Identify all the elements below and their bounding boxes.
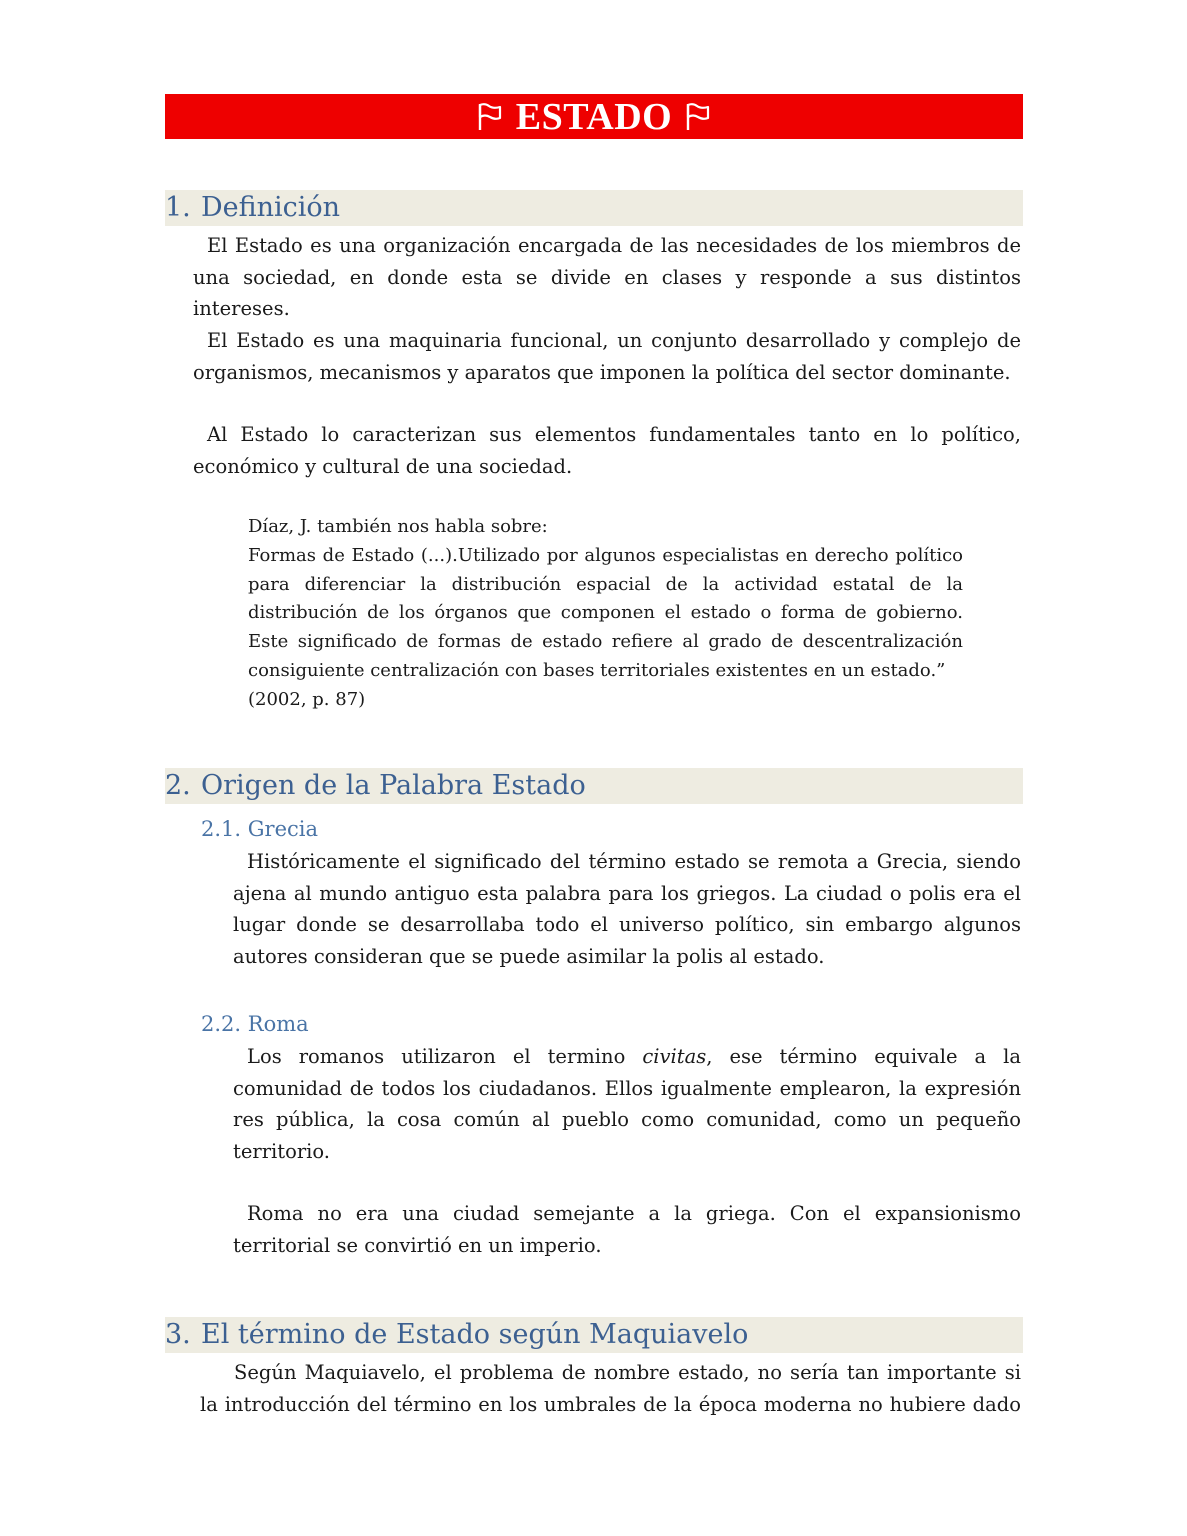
subsection-heading-grecia [201, 815, 318, 843]
section-heading-maquiavelo [165, 1317, 1023, 1353]
title-banner [165, 94, 1023, 139]
quote-text: Formas de Estado (...).Utilizado por algunos especialistas en derecho político para diferenciar la distribución espacial de la actividad estatal de la distribución de los órganos que componen el estado o forma de gobierno. Este significado de formas de estado refiere al grado de descentralización consiguiente centralización con bases territoriales existentes en un estado.” [248, 544, 963, 681]
paragraph: El Estado es una organización encargada de las necesidades de los miembros de una sociedad, en donde esta se divide en clases y responde a sus distintos intereses. [193, 234, 1021, 320]
paragraph: El Estado es una maquinaria funcional, un conjunto desarrollado y complejo de organismos, mecanismos y aparatos que imponen la política del sector dominante. [193, 329, 1021, 384]
page-title: ESTADO [515, 95, 673, 138]
section-title: Definición [201, 192, 341, 223]
section-heading-origen [165, 768, 1023, 804]
section-number: 1. [165, 192, 191, 223]
section-title: Origen de la Palabra Estado [201, 770, 586, 801]
subsection-title: Roma [247, 1012, 309, 1036]
quote-citation: (2002, p. 87) [248, 688, 366, 710]
flag-icon [474, 101, 506, 133]
subsection-heading-roma [201, 1010, 309, 1038]
quote-intro: Díaz, J. también nos habla sobre: [248, 516, 548, 537]
paragraph: Según Maquiavelo, el problema de nombre estado, no sería tan importante si la introducción del término en los umbrales de la época moderna no hubiere dado [200, 1361, 1021, 1416]
paragraph: Roma no era una ciudad semejante a la griega. Con el expansionismo territorial se convirtió en un imperio. [233, 1202, 1021, 1257]
italic-term: civitas [642, 1045, 707, 1068]
section-number: 2. [165, 770, 191, 801]
section-number: 3. [165, 1319, 191, 1350]
section-title: El término de Estado según Maquiavelo [201, 1319, 749, 1350]
flag-icon [682, 101, 714, 133]
block-quote [248, 513, 963, 715]
subsection-number: 2.2. [201, 1012, 242, 1036]
subsection-title: Grecia [247, 817, 319, 841]
paragraph: Históricamente el significado del término estado se remota a Grecia, siendo ajena al mundo antiguo esta palabra para los griegos. La ciudad o polis era el lugar donde se desarrollaba todo el universo político, sin embargo algunos autores consideran que se puede asimilar la polis al estado. [233, 850, 1021, 968]
paragraph: Los romanos utilizaron el termino civitas, ese término equivale a la comunidad de todos los ciudadanos. Ellos igualmente emplearon, la expresión res pública, la cosa común al pueblo como comunidad, como un pequeño territorio. [233, 1045, 1021, 1163]
paragraph: Al Estado lo caracterizan sus elementos fundamentales tanto en lo político, económico y cultural de una sociedad. [193, 423, 1021, 478]
subsection-number: 2.1. [201, 817, 242, 841]
section-heading-definicion [165, 190, 1023, 226]
